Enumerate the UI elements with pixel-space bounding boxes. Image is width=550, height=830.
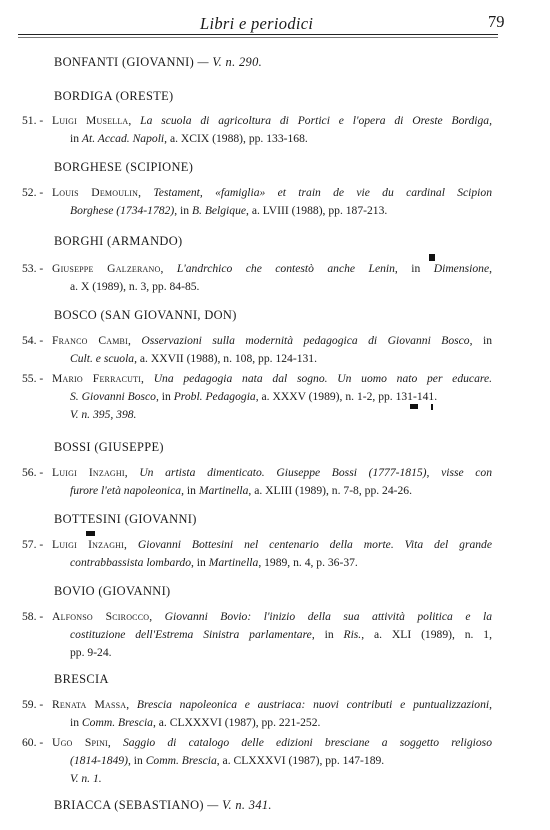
author: Mario Ferracuti [52,372,142,385]
entry-number: 60. - [22,736,44,749]
heading-brescia: BRESCIA [54,672,109,686]
entry-line-3 [70,406,492,424]
entry-number: 57. - [22,538,44,551]
journal: B. Belgique [191,204,247,217]
journal: Ris. [343,628,362,641]
entry-line-2: contrabbassista lombardo, in Martinella, 1989, n. 4, p. 36-37. [70,556,358,569]
header-rule [18,34,498,35]
page-number: 79 [488,12,505,31]
see-also: V. n. 1. [70,772,102,785]
entry-line-1: Luigi Musella, La scuola di agricoltura di Portici e l'opera di Oreste Bordiga, [52,114,493,127]
journal: Probl. Pedagogia [173,390,256,403]
title-continued: costituzione dell'Estrema Sinistra parlamentare [70,628,312,641]
entry-line-1: Renata Massa, Brescia napoleonica e austriaca: nuovi contributi e puntualizzazioni, [52,698,492,711]
entry-number: 53. - [22,262,44,275]
entry-line-2: S. Giovanni Bosco, in Probl. Pedagogia, a. XXXV (1989), n. 1-2, pp. 131-141. [70,390,438,403]
details-continued: pp. 9-24. [70,646,112,659]
details: , a. CLXXXVI (1987), pp. 147-189. [216,754,385,767]
title: Giovanni Bottesini nel centenario della morte. Vita del grande [137,538,492,551]
details: , 1989, n. 4, p. 36-37. [258,556,358,569]
entry-line-3 [70,644,492,662]
title-continued: S. Giovanni Bosco [70,390,156,403]
title: Testament, «famiglia» et train de vie du cardinal Scipion [153,186,492,199]
journal: Martinella [208,556,259,569]
details: , a. LVIII (1988), pp. 187-213. [246,204,388,217]
details: , a. XCIX (1988), pp. 133-168. [164,132,308,145]
heading-borghi: BORGHI (ARMANDO) [54,234,183,248]
entry-line-1: Franco Cambi, Osservazioni sulla modernità pedagogica di Giovanni Bosco, in [52,334,493,347]
author: Ugo Spini [52,736,108,749]
entry-line-2: costituzione dell'Estrema Sinistra parlamentare, in Ris., a. XLI (1989), n. 1, [70,628,492,641]
scan-speck [410,404,418,409]
author: Alfonso Scirocco [52,610,150,623]
cross-reference: — V. n. 290. [194,55,263,69]
author: Luigi Inzaghi [52,538,125,551]
heading-bonfanti [54,55,262,70]
entry-number: 55. - [22,372,44,385]
entry-line-1: Giuseppe Galzerano, L'andrchico che contestò anche Lenin, in Dimensione, [52,262,493,275]
details: , a. XXXV (1989), n. 1-2, pp. 131-141. [255,390,438,403]
details: , a. XLI (1989), n. 1, [361,628,492,641]
entry-line-1: Ugo Spini, Saggio di catalogo delle edizioni bresciane a soggetto religioso [52,736,492,749]
details: , a. XXVII (1988), n. 108, pp. 124-131. [134,352,317,365]
header-rule-thin [18,37,498,38]
entry-line-2: Borghese (1734-1782), in B. Belgique, a. LVIII (1988), pp. 187-213. [70,204,388,217]
journal: Dimensione [433,262,490,275]
entry-line-2: (1814-1849), in Comm. Brescia, a. CLXXXVI (1987), pp. 147-189. [70,754,385,767]
details: , a. XLIII (1989), n. 7-8, pp. 24-26. [248,484,412,497]
entry-number: 54. - [22,334,44,347]
title: Giovanni Bovio: l'inizio della sua attività politica e la [164,610,492,623]
heading-bordiga: BORDIGA (ORESTE) [54,89,174,103]
entry-line-2: in Comm. Brescia, a. CLXXXVI (1987), pp. 221-252. [70,716,321,729]
heading-bottesini: BOTTESINI (GIOVANNI) [54,512,197,526]
details: , a. CLXXXVI (1987), pp. 221-252. [152,716,321,729]
title: La scuola di agricoltura di Portici e l'opera di Oreste Bordiga, [140,114,493,127]
entry-line-1: Louis Demoulin, Testament, «famiglia» et train de vie du cardinal Scipion [52,186,492,199]
title: Saggio di catalogo delle edizioni bresciane a soggetto religioso [123,736,492,749]
title-continued: (1814-1849) [70,754,128,767]
title: Una pedagogia nata dal sogno. Un uomo nato per educare. [153,372,492,385]
entry-line-2 [70,350,492,368]
author: Luigi Musella [52,114,129,127]
entry-line-1: Luigi Inzaghi, Giovanni Bottesini nel centenario della morte. Vita del grande [52,538,492,551]
entry-number: 56. - [22,466,44,479]
entry-line-2: furore l'età napoleonica, in Martinella, a. XLIII (1989), n. 7-8, pp. 24-26. [70,484,412,497]
title: L'andrchico che contestò anche Lenin [176,262,395,275]
journal: Martinella [198,484,249,497]
heading-bossi: BOSSI (GIUSEPPE) [54,440,164,454]
see-also: V. n. 395, 398. [70,408,137,421]
heading-bovio: BOVIO (GIOVANNI) [54,584,171,598]
title-continued: Borghese (1734-1782) [70,204,175,217]
journal: Comm. Brescia [145,754,217,767]
heading-borghese: BORGHESE (SCIPIONE) [54,160,194,174]
entry-line-3 [70,770,492,788]
entry-number: 51. - [22,114,44,127]
author: Luigi Inzaghi [52,466,125,479]
journal: At. Accad. Napoli [81,132,165,145]
author: Franco Cambi [52,334,128,347]
entry-line-2 [70,278,492,296]
details: a. X (1989), n. 3, pp. 84-85. [70,280,200,293]
journal: Comm. Brescia [81,716,153,729]
entry-line-1: Luigi Inzaghi, Un artista dimenticato. Giuseppe Bossi (1777-1815), visse con [52,466,493,479]
heading-name: BONFANTI (GIOVANNI) [54,55,195,69]
running-head: Libri e periodici [200,14,314,33]
title: Un artista dimenticato. Giuseppe Bossi (1777-1815), visse con [139,466,493,479]
entry-number: 59. - [22,698,44,711]
title-continued: contrabbassista lombardo [70,556,191,569]
entry-line-2: in At. Accad. Napoli, a. XCIX (1988), pp. 133-168. [70,132,308,145]
heading-bosco: BOSCO (SAN GIOVANNI, DON) [54,308,237,322]
title-continued: furore l'età napoleonica [70,484,182,497]
heading-name: BRIACCA (SEBASTIANO) [54,798,204,812]
cross-reference: — V. n. 341. [203,798,272,812]
author: Louis Demoulin [52,186,139,199]
entry-number: 52. - [22,186,44,199]
entry-line-1: Mario Ferracuti, Una pedagogia nata dal sogno. Un uomo nato per educare. [52,372,492,385]
heading-briacca [54,798,272,813]
entry-line-1: Alfonso Scirocco, Giovanni Bovio: l'inizio della sua attività politica e la [52,610,492,623]
author: Giuseppe Galzerano [52,262,161,275]
scan-speck [431,404,433,410]
journal: Cult. e scuola [70,352,135,365]
title: Brescia napoleonica e austriaca: nuovi contributi e puntualizzazioni [136,698,490,711]
entry-number: 58. - [22,610,44,623]
title: Osservazioni sulla modernità pedagogica di Giovanni Bosco [141,334,470,347]
author: Renata Massa [52,698,127,711]
